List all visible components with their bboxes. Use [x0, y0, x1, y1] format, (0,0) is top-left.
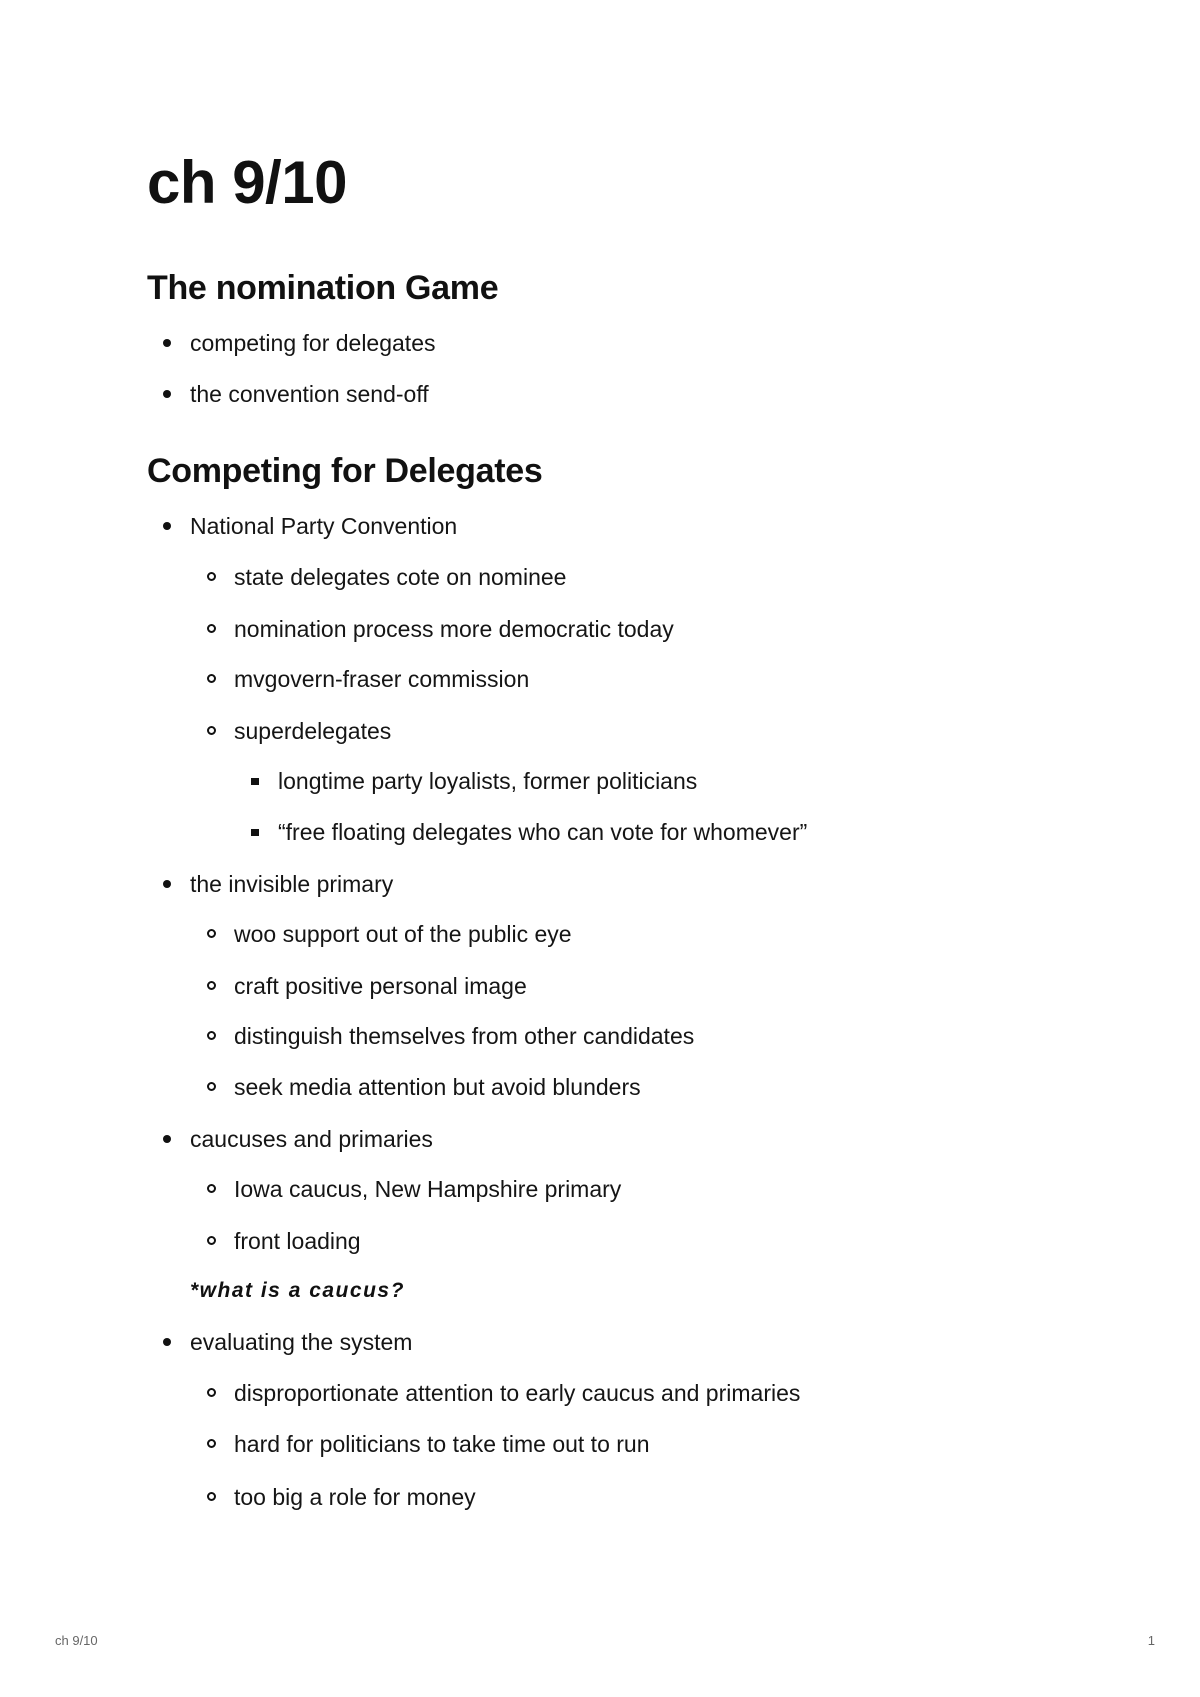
- list-item-text: front loading: [234, 1228, 361, 1254]
- list-item: [234, 716, 391, 746]
- list-item: [234, 562, 566, 592]
- list-item-text: nomination process more democratic today: [234, 616, 674, 642]
- section-heading-nomination-game: The nomination Game: [147, 269, 499, 307]
- list-item-text: disproportionate attention to early caucus and primaries: [234, 1380, 801, 1406]
- list-item-text: hard for politicians to take time out to run: [234, 1431, 650, 1457]
- bullet-circle-icon: [207, 726, 216, 735]
- list-item-text: state delegates cote on nominee: [234, 564, 567, 590]
- list-item: [234, 1378, 800, 1408]
- page-title: ch 9/10: [147, 149, 347, 216]
- list-item-text: evaluating the system: [190, 1329, 413, 1355]
- list-item-text: mvgovern-fraser commission: [234, 666, 530, 692]
- list-item-text: the convention send-off: [190, 381, 429, 407]
- bullet-circle-icon: [207, 981, 216, 990]
- bullet-circle-icon: [207, 572, 216, 581]
- list-item-text: National Party Convention: [190, 513, 458, 539]
- list-item-text: Iowa caucus, New Hampshire primary: [234, 1176, 622, 1202]
- bullet-circle-icon: [207, 1236, 216, 1245]
- bullet-circle-icon: [207, 1082, 216, 1091]
- bullet-disc-icon: [163, 1338, 171, 1346]
- bullet-circle-icon: [207, 1492, 216, 1501]
- list-item: [278, 817, 807, 847]
- bullet-circle-icon: [207, 1439, 216, 1448]
- bullet-disc-icon: [163, 390, 171, 398]
- question-note: *what is a caucus?: [190, 1279, 405, 1302]
- list-item-text: longtime party loyalists, former politicians: [278, 768, 698, 794]
- list-item: [234, 919, 572, 949]
- list-item: [234, 971, 527, 1001]
- section-heading-competing-for-delegates: Competing for Delegates: [147, 452, 543, 490]
- list-item: [234, 614, 674, 644]
- list-item-text: the invisible primary: [190, 871, 394, 897]
- bullet-disc-icon: [163, 1135, 171, 1143]
- list-item: [190, 511, 457, 541]
- list-item-text: woo support out of the public eye: [234, 921, 572, 947]
- bullet-disc-icon: [163, 339, 171, 347]
- list-item: [190, 328, 436, 358]
- bullet-circle-icon: [207, 624, 216, 633]
- bullet-square-icon: [251, 778, 259, 785]
- bullet-circle-icon: [207, 1388, 216, 1397]
- list-item: [234, 1021, 694, 1051]
- list-item-text: distinguish themselves from other candidates: [234, 1023, 695, 1049]
- list-item-text: too big a role for money: [234, 1484, 476, 1510]
- list-item-text: craft positive personal image: [234, 973, 527, 999]
- list-item: [190, 379, 429, 409]
- list-item: [234, 1226, 361, 1256]
- list-item: [234, 1174, 621, 1204]
- bullet-disc-icon: [163, 880, 171, 888]
- list-item-text: seek media attention but avoid blunders: [234, 1074, 641, 1100]
- list-item-text: competing for delegates: [190, 330, 436, 356]
- list-item: [234, 1482, 476, 1512]
- list-item-text: superdelegates: [234, 718, 392, 744]
- bullet-square-icon: [251, 829, 259, 836]
- bullet-circle-icon: [207, 929, 216, 938]
- footer-document-title: ch 9/10: [55, 1633, 98, 1648]
- list-item: [234, 664, 529, 694]
- list-item-text: “free floating delegates who can vote for whomever”: [278, 819, 808, 845]
- bullet-circle-icon: [207, 1031, 216, 1040]
- list-item: [190, 869, 393, 899]
- list-item: [234, 1072, 641, 1102]
- list-item: [190, 1124, 433, 1154]
- list-item: [234, 1429, 650, 1459]
- bullet-circle-icon: [207, 1184, 216, 1193]
- list-item: [278, 766, 697, 796]
- list-item: [190, 1327, 412, 1357]
- bullet-disc-icon: [163, 522, 171, 530]
- bullet-circle-icon: [207, 674, 216, 683]
- list-item-text: caucuses and primaries: [190, 1126, 433, 1152]
- footer-page-number: 1: [1147, 1633, 1155, 1648]
